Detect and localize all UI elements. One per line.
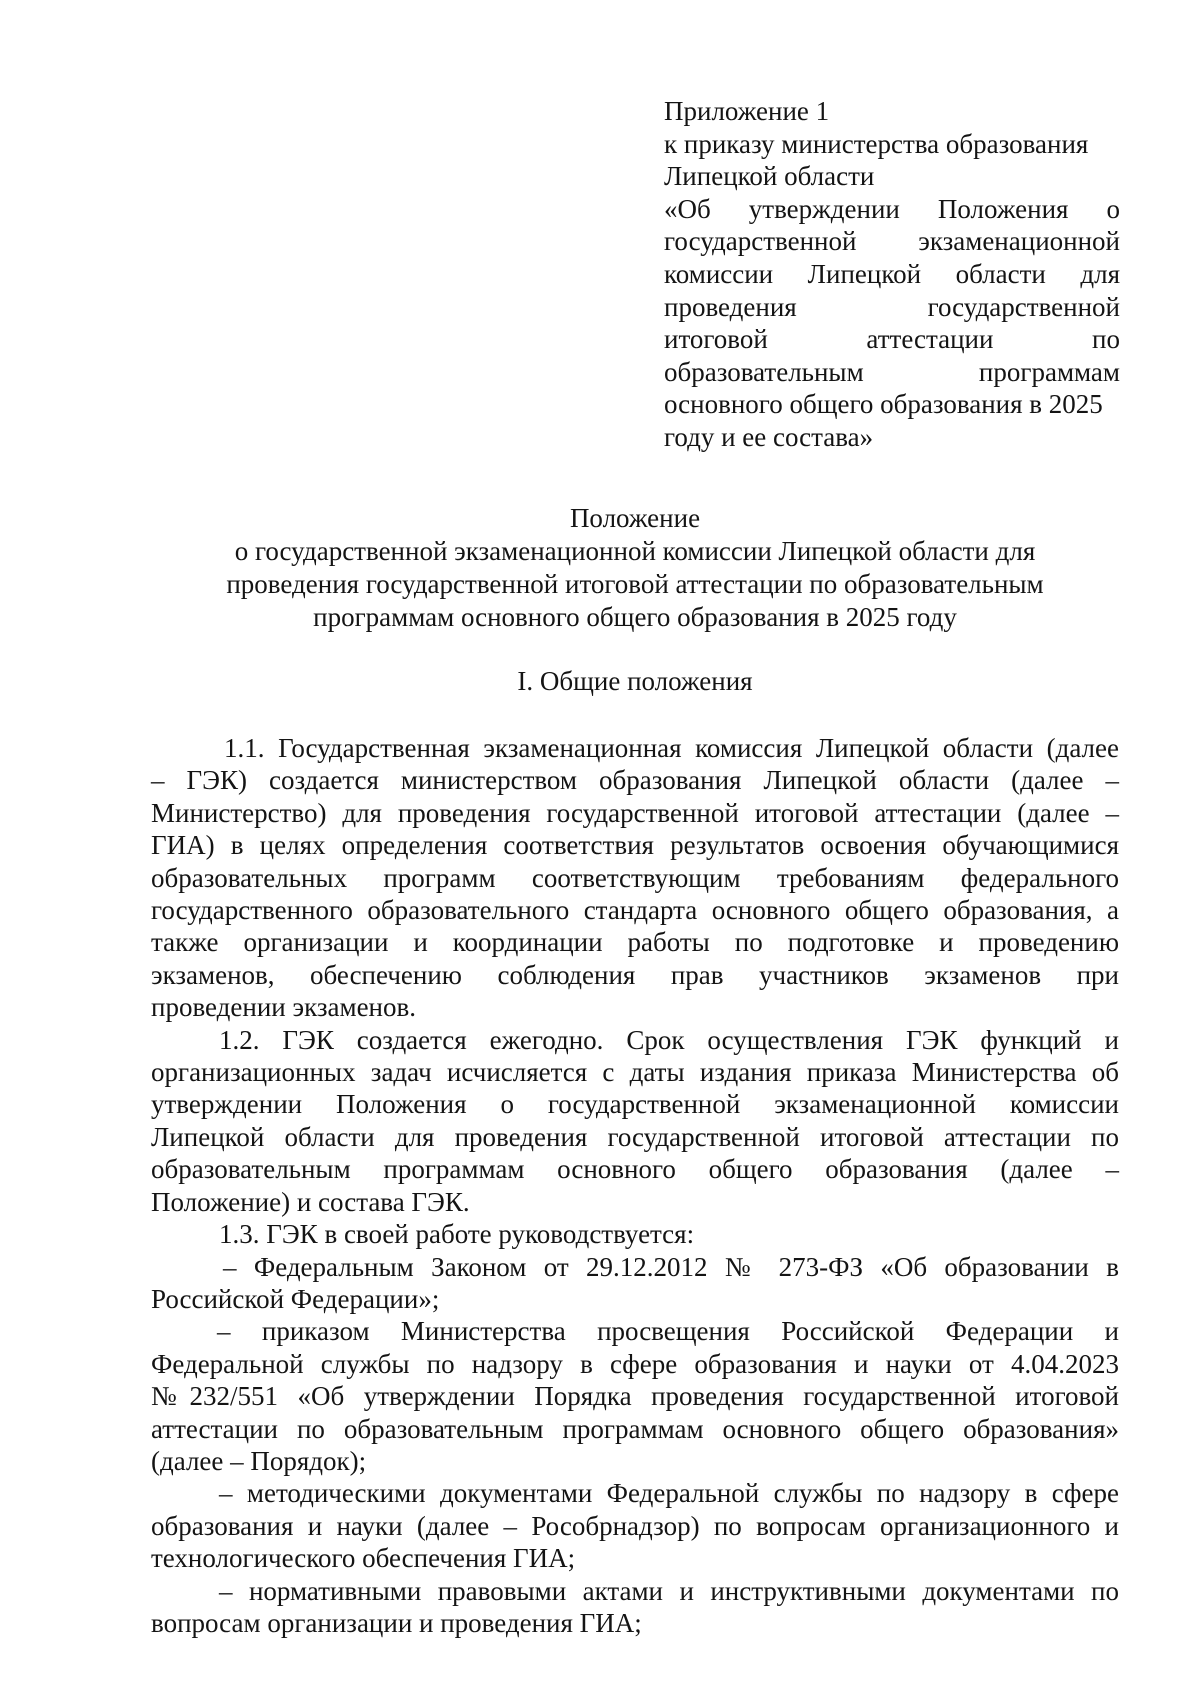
appendix-line: к приказу министерства образования bbox=[664, 128, 1089, 159]
text-line: образовательных программ соответствующим требованиям федерального bbox=[151, 862, 1119, 893]
text-line: 1.2. ГЭК создается ежегодно. Срок осуществления ГЭК функций и bbox=[219, 1024, 1119, 1055]
appendix-line: Приложение 1 bbox=[664, 96, 830, 126]
appendix-line: государственной экзаменационной bbox=[664, 226, 1120, 257]
text-line: – нормативными правовыми актами и инструктивными документами по bbox=[219, 1575, 1119, 1606]
appendix-header bbox=[664, 95, 1120, 454]
list-item-federal-law bbox=[151, 1251, 1119, 1316]
text-line: Положение) и состава ГЭК. bbox=[151, 1186, 470, 1217]
text-line: технологического обеспечения ГИА; bbox=[151, 1543, 576, 1574]
text-line: утверждении Положения о государственной экзаменационной комиссии bbox=[151, 1089, 1119, 1120]
title-line: Положение bbox=[569, 503, 701, 533]
appendix-line: проведения государственной bbox=[664, 291, 1120, 322]
text-line: проведении экзаменов. bbox=[151, 992, 417, 1023]
text-line: Российской Федерации»; bbox=[151, 1283, 440, 1314]
list-item-normative bbox=[151, 1575, 1119, 1640]
text-line: – ГЭК) создается министерством образования Липецкой области (далее – bbox=[151, 765, 1119, 796]
section-heading: I. Общие положения bbox=[517, 666, 753, 696]
appendix-line: основного общего образования в 2025 bbox=[664, 389, 1103, 420]
text-line: №232/551 «Об утверждении Порядка проведения государственной итоговой bbox=[151, 1381, 1119, 1412]
appendix-line: «Об утверждении Положения о bbox=[664, 193, 1120, 224]
text-line: аттестации по образовательным программам основного общего образования» bbox=[151, 1413, 1119, 1444]
title-line: программам основного общего образования в 2025 году bbox=[313, 602, 957, 632]
text-line: Федеральной службы по надзору в сфере образования и науки от 4.04.2023 bbox=[151, 1348, 1119, 1379]
text-line: вопросам организации и проведения ГИА; bbox=[151, 1607, 642, 1638]
paragraph-1-2 bbox=[151, 1024, 1119, 1218]
list-item-methodic bbox=[151, 1477, 1119, 1574]
title-line: о государственной экзаменационной комиссии Липецкой области для bbox=[234, 536, 1036, 566]
text-line: 1.1. Государственная экзаменационная комиссия Липецкой области (далее bbox=[224, 733, 1119, 763]
appendix-line: образовательным программам bbox=[664, 356, 1120, 387]
body-text bbox=[151, 732, 1119, 1639]
list-item-order bbox=[151, 1315, 1119, 1477]
document-title bbox=[150, 502, 1120, 634]
text-line: экзаменов, обеспечению соблюдения прав участников экзаменов при bbox=[151, 959, 1119, 990]
title-line: проведения государственной итоговой аттестации по образовательным bbox=[226, 569, 1044, 599]
text-line: (далее – Порядок); bbox=[151, 1445, 367, 1476]
appendix-line: итоговой аттестации по bbox=[664, 324, 1120, 355]
paragraph-1-1 bbox=[151, 732, 1119, 1024]
text-line: также организации и координации работы по подготовке и проведению bbox=[151, 927, 1119, 958]
text-line: Липецкой области для проведения государственной итоговой аттестации по bbox=[151, 1121, 1119, 1152]
appendix-line: году и ее состава» bbox=[664, 421, 874, 452]
text-line: 1.3. ГЭК в своей работе руководствуется: bbox=[219, 1219, 695, 1250]
text-line: образования и науки (далее – Рособрнадзор) по вопросам организационного и bbox=[151, 1510, 1119, 1541]
text-line: Министерство) для проведения государственной итоговой аттестации (далее – bbox=[151, 797, 1119, 828]
appendix-line: комиссии Липецкой области для bbox=[664, 258, 1120, 289]
text-line: государственного образовательного стандарта основного общего образования, а bbox=[151, 895, 1119, 926]
text-line: ГИА) в целях определения соответствия результатов освоения обучающимися bbox=[151, 830, 1119, 861]
paragraph-1-3 bbox=[151, 1218, 1119, 1250]
text-line: организационных задач исчисляется с даты издания приказа Министерства об bbox=[151, 1057, 1119, 1088]
text-line: образовательным программам основного общего образования (далее – bbox=[151, 1154, 1119, 1185]
appendix-line: Липецкой области bbox=[664, 161, 875, 192]
text-line: – методическими документами Федеральной службы по надзору в сфере bbox=[219, 1478, 1119, 1509]
text-line: – Федеральным Законом от 29.12.2012 № 273-ФЗ «Об образовании в bbox=[223, 1251, 1119, 1282]
text-line: – приказом Министерства просвещения Российской Федерации и bbox=[217, 1316, 1119, 1347]
